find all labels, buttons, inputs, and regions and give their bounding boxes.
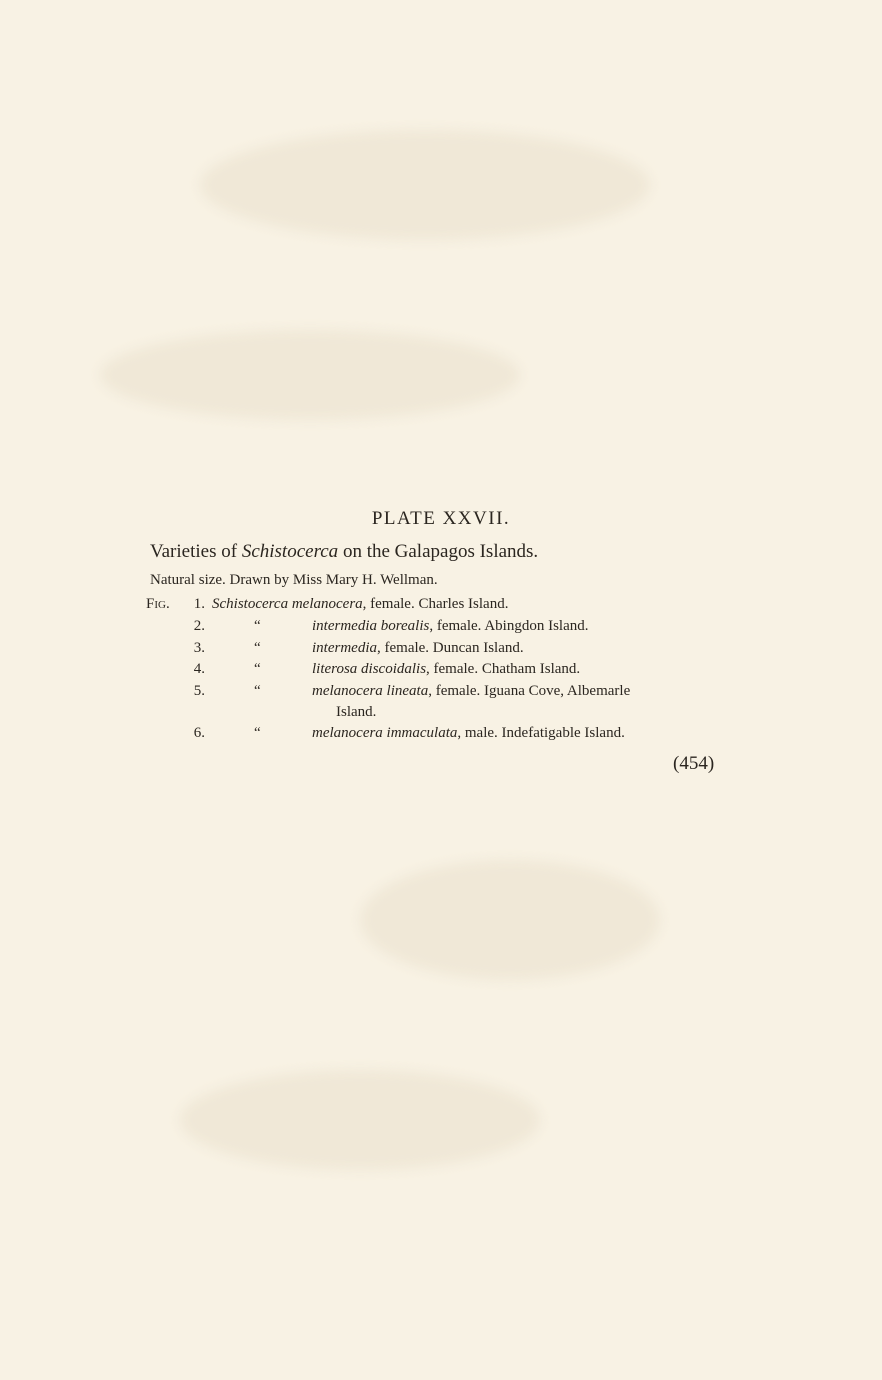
subtitle-genus: Schistocerca	[241, 541, 339, 562]
figure-entry	[312, 725, 625, 742]
subtitle-suffix: on the Galapagos Islands.	[338, 541, 539, 562]
figure-species: intermedia borealis	[312, 618, 430, 634]
figure-row	[0, 725, 882, 745]
figure-species: melanocera immaculata	[312, 725, 458, 741]
ditto-mark: “	[254, 618, 261, 634]
figure-entry	[212, 596, 508, 613]
figure-entry	[312, 683, 630, 700]
figure-row	[0, 661, 882, 681]
figure-number: 1.	[193, 596, 205, 612]
show-through-shadow	[200, 130, 650, 240]
figure-species: literosa discoidalis	[312, 661, 427, 677]
figure-row	[0, 596, 882, 616]
plate-title: PLATE XXVII.	[371, 508, 511, 529]
figure-species: melanocera lineata	[312, 683, 429, 699]
figure-details: , male. Indefatigable Island.	[457, 725, 625, 741]
ditto-mark: “	[254, 661, 261, 677]
figure-species: intermedia	[312, 640, 377, 656]
subtitle-prefix: Varieties of	[150, 541, 242, 562]
ditto-mark: “	[254, 640, 261, 656]
figure-row	[0, 640, 882, 660]
figure-details: , female. Chatham Island.	[426, 661, 581, 677]
show-through-shadow	[360, 860, 660, 980]
figure-details: , female. Charles Island.	[362, 596, 509, 612]
figure-entry	[312, 618, 589, 635]
ditto-mark: “	[254, 725, 261, 741]
plate-subtitle	[150, 541, 538, 563]
figure-row-continuation	[0, 704, 882, 724]
figure-number: 6.	[193, 725, 205, 741]
figure-entry	[312, 661, 580, 678]
ditto-mark: “	[254, 683, 261, 699]
figure-continuation: Island.	[336, 704, 377, 720]
figure-number: 5.	[193, 683, 205, 699]
figure-row	[0, 618, 882, 638]
fig-label: Fig.	[146, 596, 170, 612]
figure-details: , female. Abingdon Island.	[429, 618, 589, 634]
figure-genus: Schistocerca	[212, 596, 289, 612]
figure-number: 3.	[193, 640, 205, 656]
figure-row	[0, 683, 882, 703]
figure-number: 4.	[193, 661, 205, 677]
figure-species: melanocera	[291, 596, 363, 612]
plate-credit: Natural size. Drawn by Miss Mary H. Wellman.	[150, 572, 438, 588]
show-through-shadow	[100, 330, 520, 420]
figure-number: 2.	[193, 618, 205, 634]
page-number: (454)	[673, 753, 715, 774]
show-through-shadow	[180, 1070, 540, 1170]
figure-entry	[312, 640, 524, 657]
figure-details: , female. Duncan Island.	[377, 640, 524, 656]
figure-details: , female. Iguana Cove, Albemarle	[428, 683, 631, 699]
